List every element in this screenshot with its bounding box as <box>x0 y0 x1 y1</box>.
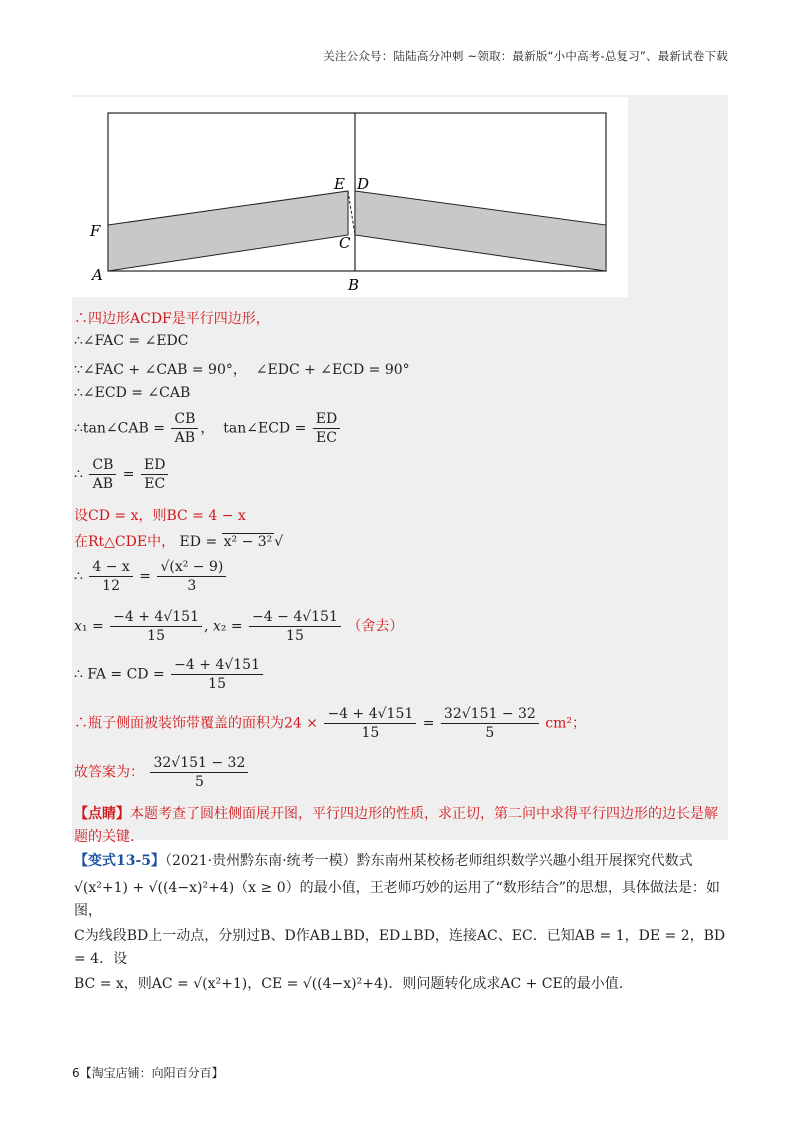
line-parallelogram: ∴四边形ACDF是平行四边形， <box>74 311 270 327</box>
fraction-x2: $\frac{-4 - 4√151}{15}$ <box>249 608 341 645</box>
line-ecd-cab: ∴∠ECD = ∠CAB <box>74 385 191 401</box>
band-right <box>355 191 606 271</box>
line-proportion: ∴ $\frac{4 - x}{12}$ = $\frac{\text{√(x² − 9)}}{3}$ <box>74 558 228 595</box>
bianshi-line-3: C为线段BD上一动点，分别过B、D作AB⊥BD，ED⊥BD，连接AC、EC．已知AB = 1，DE = 2，BD = 4．设 <box>74 928 726 967</box>
fraction-cb-ab: $\frac{CB}{AB}$ <box>171 410 198 447</box>
fraction-4-x-12: $\frac{4 - x}{12}$ <box>89 558 132 595</box>
page-footer: 6【淘宝店铺：向阳百分百】 <box>72 1066 224 1080</box>
band-left <box>108 191 348 271</box>
label-d: D <box>357 175 370 193</box>
dianjing-paragraph: 【点睛】本题考查了圆柱侧面展开图，平行四边形的性质，求正切，第二问中求得平行四边形的边长是解题的关键. <box>74 806 718 845</box>
line-answer: 故答案为： $\frac{32√151 - 32}{5}$ <box>74 754 250 791</box>
line-set-cd: 设CD = x，则BC = 4 − x <box>74 508 246 524</box>
fraction-sqrt-3: $\frac{\text{√(x² − 9)}}{3}$ <box>157 558 226 595</box>
bianshi-paragraph <box>74 850 730 996</box>
fraction-ed-ec: $\frac{ED}{EC}$ <box>313 410 340 447</box>
line-tan: ∴tan∠CAB = $\frac{CB}{AB}$ ， tan∠ECD = $\frac{ED}{EC}$ <box>74 410 342 447</box>
fraction-x1: $\frac{-4 + 4√151}{15}$ <box>110 608 202 645</box>
label-f: F <box>90 222 101 240</box>
geometry-figure <box>72 97 628 297</box>
cylinder-unfold-diagram <box>72 97 628 297</box>
line-area: ∴瓶子侧面被装饰带覆盖的面积为24 × $\frac{-4 + 4√151}{15}$ = $\frac{32√151 - 32}{5}$ cm²； <box>74 706 587 741</box>
line-fa-cd: ∴ FA = CD = $\frac{-4 + 4√151}{15}$ <box>74 656 265 693</box>
line-rt-cde: 在Rt△CDE中， ED = x² − 3² √ <box>74 534 284 550</box>
line-solutions: x₁ = $\frac{-4 + 4√151}{15}$ , x₂ = $\frac{-4 - 4√151}{15}$ （舍去） <box>74 609 404 644</box>
label-e: E <box>334 175 345 193</box>
fraction-ed-ec-2: $\frac{ED}{EC}$ <box>141 456 168 493</box>
fraction-area-1: $\frac{-4 + 4√151}{15}$ <box>324 705 416 742</box>
label-b: B <box>348 276 360 294</box>
page-header: 关注公众号：陆陆高分冲刺 ~领取：最新版“小中高考-总复习”、最新试卷下载 <box>323 49 728 63</box>
fraction-area-2: $\frac{32√151 - 32}{5}$ <box>441 705 539 742</box>
bianshi-line-1: 【变式13-5】（2021·贵州黔东南·统考一模）黔东南州某校杨老师组织数学兴趣小组开展探究代数式 <box>74 853 693 869</box>
line-angle-sums: ∵∠FAC + ∠CAB = 90°， ∠EDC + ∠ECD = 90° <box>74 362 410 378</box>
fraction-answer: $\frac{32√151 - 32}{5}$ <box>150 754 248 791</box>
line-ratio: ∴ $\frac{CB}{AB}$ = $\frac{ED}{EC}$ <box>74 456 170 493</box>
fraction-fa: $\frac{-4 + 4√151}{15}$ <box>171 656 263 693</box>
bianshi-line-2: √(x²+1) + √((4−x)²+4)（x ≥ 0）的最小值，王老师巧妙的运用了“数形结合”的思想，具体做法是：如图， <box>74 880 720 919</box>
line-ec <box>348 191 355 235</box>
label-c: C <box>339 234 351 252</box>
fraction-cb-ab-2: $\frac{CB}{AB}$ <box>89 456 116 493</box>
line-fac-edc: ∴∠FAC = ∠EDC <box>74 333 189 349</box>
bianshi-line-4: BC = x，则AC = √(x²+1)，CE = √((4−x)²+4)．则问题转化成求AC + CE的最小值. <box>74 976 624 992</box>
label-a: A <box>92 266 103 284</box>
